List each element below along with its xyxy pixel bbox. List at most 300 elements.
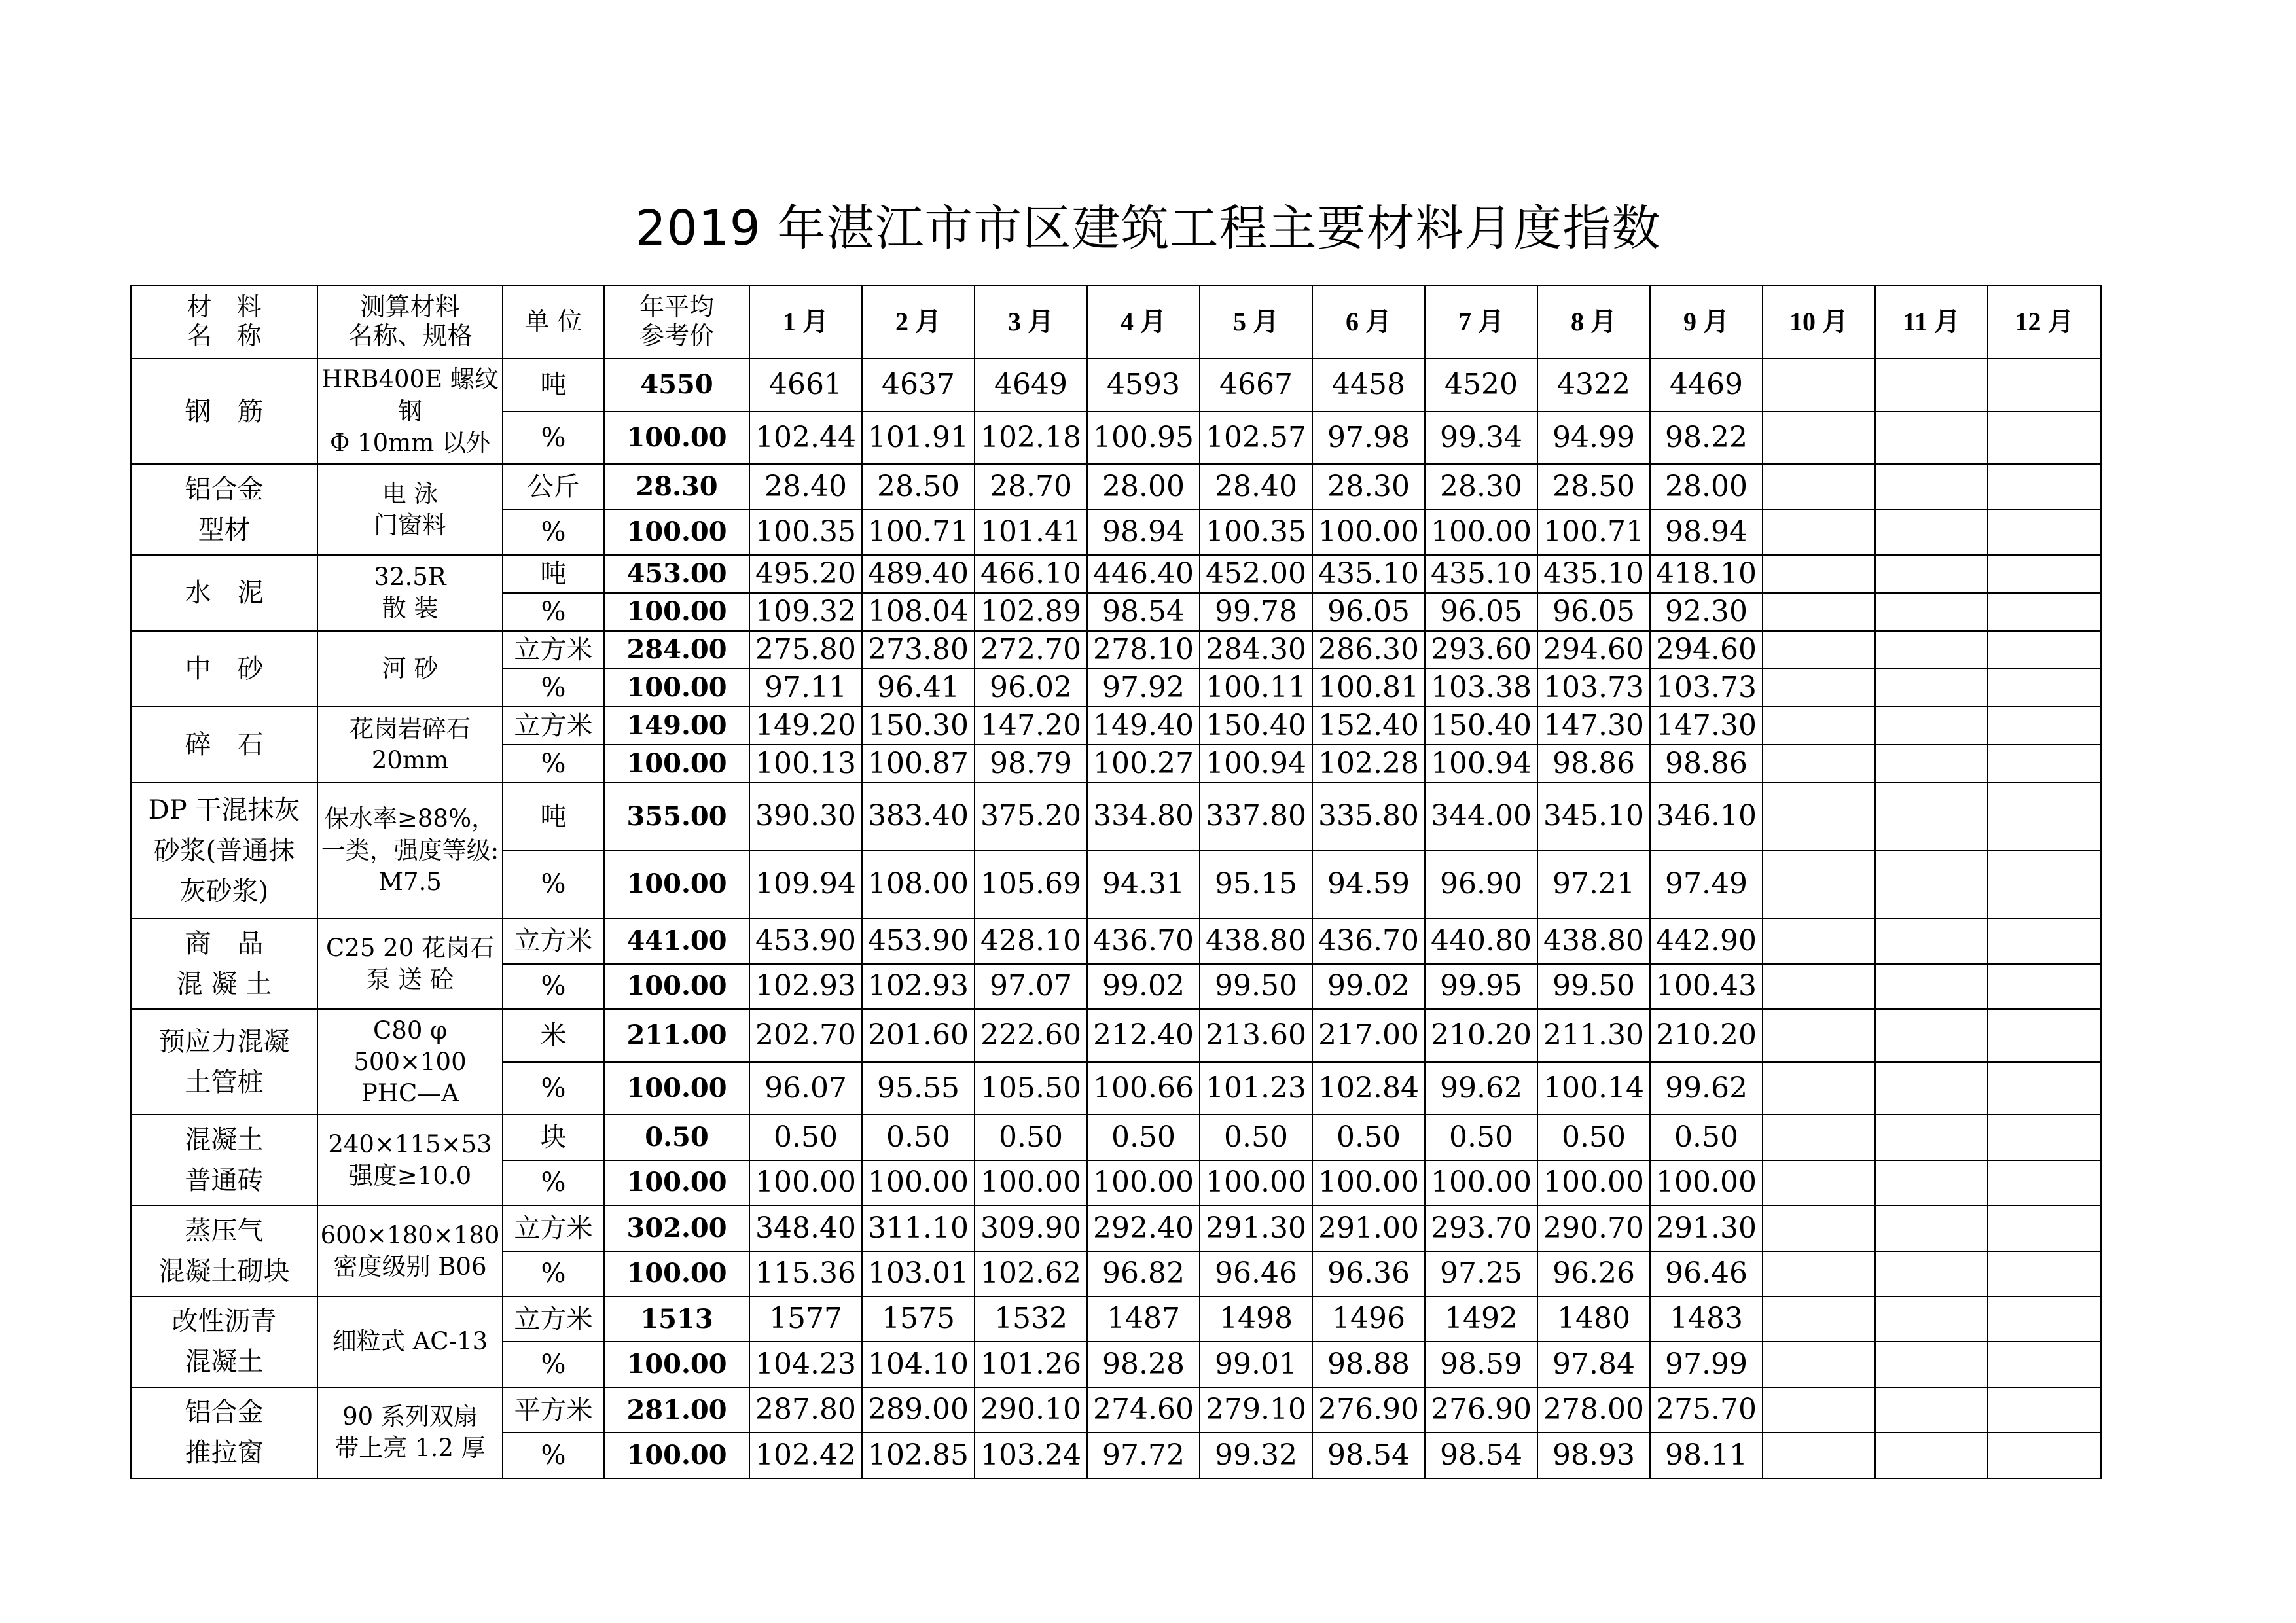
- month-value-cell: [1988, 669, 2101, 707]
- month-value-cell: 94.31: [1087, 851, 1200, 919]
- month-value-cell: 217.00: [1312, 1009, 1425, 1062]
- month-value-cell: 453.90: [749, 918, 862, 963]
- month-value-cell: 28.40: [749, 464, 862, 509]
- month-value-cell: 435.10: [1537, 555, 1650, 593]
- month-value-cell: 435.10: [1425, 555, 1537, 593]
- avg-price-cell: 302.00: [604, 1205, 749, 1251]
- month-value-cell: 98.54: [1425, 1433, 1537, 1478]
- unit-cell: %: [503, 851, 604, 919]
- month-value-cell: [1763, 1251, 1875, 1296]
- unit-cell: %: [503, 1160, 604, 1205]
- month-value-cell: [1875, 1160, 1988, 1205]
- month-value-cell: 438.80: [1537, 918, 1650, 963]
- table-row-price: [131, 1296, 2101, 1342]
- avg-price-cell: 100.00: [604, 593, 749, 631]
- month-value-cell: 346.10: [1650, 783, 1763, 851]
- month-value-cell: 101.23: [1200, 1062, 1312, 1115]
- month-value-cell: 149.40: [1087, 707, 1200, 745]
- month-value-cell: 294.60: [1537, 631, 1650, 669]
- month-value-cell: 104.23: [749, 1342, 862, 1387]
- month-value-cell: 4593: [1087, 359, 1200, 412]
- month-value-cell: [1875, 1205, 1988, 1251]
- month-value-cell: 0.50: [862, 1115, 975, 1160]
- month-value-cell: 440.80: [1425, 918, 1537, 963]
- avg-price-cell: 100.00: [604, 669, 749, 707]
- month-value-cell: 149.20: [749, 707, 862, 745]
- month-value-cell: 213.60: [1200, 1009, 1312, 1062]
- month-value-cell: 1483: [1650, 1296, 1763, 1342]
- month-value-cell: 0.50: [749, 1115, 862, 1160]
- month-value-cell: 147.30: [1650, 707, 1763, 745]
- month-value-cell: [1988, 707, 2101, 745]
- month-value-cell: 292.40: [1087, 1205, 1200, 1251]
- month-value-cell: 103.73: [1650, 669, 1763, 707]
- month-value-cell: 98.94: [1650, 510, 1763, 555]
- month-value-cell: 100.00: [1650, 1160, 1763, 1205]
- month-value-cell: 428.10: [975, 918, 1087, 963]
- unit-cell: %: [503, 1251, 604, 1296]
- month-value-cell: 102.42: [749, 1433, 862, 1478]
- month-value-cell: [1875, 918, 1988, 963]
- month-value-cell: 100.87: [862, 745, 975, 783]
- month-value-cell: [1988, 631, 2101, 669]
- month-value-cell: 98.11: [1650, 1433, 1763, 1478]
- month-value-cell: 4520: [1425, 359, 1537, 412]
- table-row-price: [131, 1205, 2101, 1251]
- month-value-cell: 100.43: [1650, 964, 1763, 1009]
- month-value-cell: 102.44: [749, 412, 862, 465]
- avg-price-cell: 100.00: [604, 412, 749, 465]
- unit-cell: 立方米: [503, 707, 604, 745]
- header-month: 3 月: [975, 285, 1087, 359]
- month-value-cell: 102.84: [1312, 1062, 1425, 1115]
- month-value-cell: 100.00: [1312, 1160, 1425, 1205]
- month-value-cell: 275.70: [1650, 1387, 1763, 1433]
- month-value-cell: 98.59: [1425, 1342, 1537, 1387]
- month-value-cell: 99.01: [1200, 1342, 1312, 1387]
- table-row-price: [131, 783, 2101, 851]
- month-value-cell: 100.35: [1200, 510, 1312, 555]
- material-name: 商 品 混 凝 土: [131, 918, 317, 1009]
- month-value-cell: 291.30: [1200, 1205, 1312, 1251]
- avg-price-cell: 100.00: [604, 1160, 749, 1205]
- material-spec: 240×115×53 强度≥10.0: [317, 1115, 503, 1205]
- month-value-cell: [1875, 1009, 1988, 1062]
- month-value-cell: 294.60: [1650, 631, 1763, 669]
- header-material: 材 料 名 称: [131, 285, 317, 359]
- month-value-cell: 97.84: [1537, 1342, 1650, 1387]
- month-value-cell: [1763, 412, 1875, 465]
- month-value-cell: [1763, 1296, 1875, 1342]
- month-value-cell: 1575: [862, 1296, 975, 1342]
- unit-cell: 立方米: [503, 918, 604, 963]
- month-value-cell: 309.90: [975, 1205, 1087, 1251]
- month-value-cell: 344.00: [1425, 783, 1537, 851]
- month-value-cell: [1875, 510, 1988, 555]
- unit-cell: 立方米: [503, 631, 604, 669]
- unit-cell: %: [503, 510, 604, 555]
- month-value-cell: [1875, 1062, 1988, 1115]
- header-month: 12 月: [1988, 285, 2101, 359]
- month-value-cell: 100.00: [1425, 510, 1537, 555]
- month-value-cell: 100.00: [975, 1160, 1087, 1205]
- month-value-cell: 489.40: [862, 555, 975, 593]
- month-value-cell: [1763, 464, 1875, 509]
- month-value-cell: 291.00: [1312, 1205, 1425, 1251]
- month-value-cell: 100.00: [1087, 1160, 1200, 1205]
- month-value-cell: [1763, 1115, 1875, 1160]
- month-value-cell: 97.92: [1087, 669, 1200, 707]
- month-value-cell: 291.30: [1650, 1205, 1763, 1251]
- unit-cell: 吨: [503, 359, 604, 412]
- month-value-cell: 201.60: [862, 1009, 975, 1062]
- month-value-cell: 98.94: [1087, 510, 1200, 555]
- month-value-cell: 348.40: [749, 1205, 862, 1251]
- month-value-cell: 100.71: [1537, 510, 1650, 555]
- month-value-cell: 96.07: [749, 1062, 862, 1115]
- month-value-cell: 293.60: [1425, 631, 1537, 669]
- avg-price-cell: 0.50: [604, 1115, 749, 1160]
- month-value-cell: 311.10: [862, 1205, 975, 1251]
- month-value-cell: [1988, 1009, 2101, 1062]
- month-value-cell: 345.10: [1537, 783, 1650, 851]
- month-value-cell: 4469: [1650, 359, 1763, 412]
- month-value-cell: 210.20: [1650, 1009, 1763, 1062]
- month-value-cell: [1988, 918, 2101, 963]
- unit-cell: 吨: [503, 555, 604, 593]
- table-row-price: [131, 1115, 2101, 1160]
- month-value-cell: 150.30: [862, 707, 975, 745]
- month-value-cell: [1988, 464, 2101, 509]
- month-value-cell: 1498: [1200, 1296, 1312, 1342]
- month-value-cell: 152.40: [1312, 707, 1425, 745]
- table-row-price: [131, 707, 2101, 745]
- month-value-cell: 1480: [1537, 1296, 1650, 1342]
- month-value-cell: 96.02: [975, 669, 1087, 707]
- header-month: 4 月: [1087, 285, 1200, 359]
- month-value-cell: [1763, 964, 1875, 1009]
- month-value-cell: 150.40: [1425, 707, 1537, 745]
- month-value-cell: [1988, 1205, 2101, 1251]
- month-value-cell: [1875, 412, 1988, 465]
- month-value-cell: [1988, 1296, 2101, 1342]
- month-value-cell: 436.70: [1312, 918, 1425, 963]
- month-value-cell: [1988, 555, 2101, 593]
- header-month: 8 月: [1537, 285, 1650, 359]
- month-value-cell: 150.40: [1200, 707, 1312, 745]
- month-value-cell: [1988, 1342, 2101, 1387]
- month-value-cell: [1875, 964, 1988, 1009]
- month-value-cell: [1763, 1160, 1875, 1205]
- month-value-cell: 1496: [1312, 1296, 1425, 1342]
- material-name: 改性沥青 混凝土: [131, 1296, 317, 1387]
- month-value-cell: 0.50: [1087, 1115, 1200, 1160]
- month-value-cell: [1875, 631, 1988, 669]
- month-value-cell: [1875, 1251, 1988, 1296]
- month-value-cell: 287.80: [749, 1387, 862, 1433]
- month-value-cell: 101.41: [975, 510, 1087, 555]
- month-value-cell: 28.50: [1537, 464, 1650, 509]
- month-value-cell: 4458: [1312, 359, 1425, 412]
- month-value-cell: 103.73: [1537, 669, 1650, 707]
- month-value-cell: 103.01: [862, 1251, 975, 1296]
- avg-price-cell: 4550: [604, 359, 749, 412]
- month-value-cell: 100.27: [1087, 745, 1200, 783]
- material-spec: 河 砂: [317, 631, 503, 707]
- header-month: 1 月: [749, 285, 862, 359]
- material-spec: 90 系列双扇 带上亮 1.2 厚: [317, 1387, 503, 1478]
- month-value-cell: 97.72: [1087, 1433, 1200, 1478]
- month-value-cell: 290.70: [1537, 1205, 1650, 1251]
- avg-price-cell: 355.00: [604, 783, 749, 851]
- month-value-cell: [1875, 851, 1988, 919]
- month-value-cell: 98.88: [1312, 1342, 1425, 1387]
- material-name: 中 砂: [131, 631, 317, 707]
- month-value-cell: 0.50: [1200, 1115, 1312, 1160]
- month-value-cell: 438.80: [1200, 918, 1312, 963]
- month-value-cell: [1988, 851, 2101, 919]
- unit-cell: 平方米: [503, 1387, 604, 1433]
- month-value-cell: 98.54: [1087, 593, 1200, 631]
- month-value-cell: 98.28: [1087, 1342, 1200, 1387]
- month-value-cell: 0.50: [1425, 1115, 1537, 1160]
- material-spec: HRB400E 螺纹钢 Φ 10mm 以外: [317, 359, 503, 464]
- month-value-cell: 100.94: [1200, 745, 1312, 783]
- month-value-cell: 97.99: [1650, 1342, 1763, 1387]
- month-value-cell: 4322: [1537, 359, 1650, 412]
- material-index-table: [130, 285, 2102, 1479]
- month-value-cell: 103.38: [1425, 669, 1537, 707]
- avg-price-cell: 100.00: [604, 964, 749, 1009]
- month-value-cell: 452.00: [1200, 555, 1312, 593]
- month-value-cell: 98.93: [1537, 1433, 1650, 1478]
- table-row-price: [131, 1009, 2101, 1062]
- month-value-cell: 446.40: [1087, 555, 1200, 593]
- avg-price-cell: 100.00: [604, 851, 749, 919]
- month-value-cell: 96.05: [1537, 593, 1650, 631]
- header-month: 5 月: [1200, 285, 1312, 359]
- month-value-cell: 100.13: [749, 745, 862, 783]
- month-value-cell: [1763, 1342, 1875, 1387]
- month-value-cell: [1988, 1387, 2101, 1433]
- month-value-cell: 102.93: [862, 964, 975, 1009]
- month-value-cell: 276.90: [1425, 1387, 1537, 1433]
- month-value-cell: 28.00: [1650, 464, 1763, 509]
- material-spec: C80 φ 500×100 PHC—A: [317, 1009, 503, 1115]
- material-spec: 细粒式 AC-13: [317, 1296, 503, 1387]
- unit-cell: 吨: [503, 783, 604, 851]
- header-unit: 单 位: [503, 285, 604, 359]
- month-value-cell: 96.36: [1312, 1251, 1425, 1296]
- month-value-cell: [1988, 783, 2101, 851]
- material-name: 钢 筋: [131, 359, 317, 464]
- month-value-cell: 100.14: [1537, 1062, 1650, 1115]
- month-value-cell: 293.70: [1425, 1205, 1537, 1251]
- month-value-cell: 418.10: [1650, 555, 1763, 593]
- month-value-cell: [1763, 593, 1875, 631]
- material-name: 水 泥: [131, 555, 317, 631]
- month-value-cell: 115.36: [749, 1251, 862, 1296]
- month-value-cell: 290.10: [975, 1387, 1087, 1433]
- avg-price-cell: 284.00: [604, 631, 749, 669]
- month-value-cell: 28.50: [862, 464, 975, 509]
- month-value-cell: 97.25: [1425, 1251, 1537, 1296]
- header-month: 7 月: [1425, 285, 1537, 359]
- month-value-cell: 211.30: [1537, 1009, 1650, 1062]
- material-name: 铝合金 推拉窗: [131, 1387, 317, 1478]
- month-value-cell: 272.70: [975, 631, 1087, 669]
- header-month: 10 月: [1763, 285, 1875, 359]
- month-value-cell: [1763, 1009, 1875, 1062]
- month-value-cell: 273.80: [862, 631, 975, 669]
- month-value-cell: 99.02: [1312, 964, 1425, 1009]
- month-value-cell: 100.94: [1425, 745, 1537, 783]
- table-row-price: [131, 555, 2101, 593]
- unit-cell: 公斤: [503, 464, 604, 509]
- month-value-cell: 102.89: [975, 593, 1087, 631]
- material-spec: 花岗岩碎石 20mm: [317, 707, 503, 783]
- month-value-cell: 97.07: [975, 964, 1087, 1009]
- month-value-cell: 102.62: [975, 1251, 1087, 1296]
- month-value-cell: 96.26: [1537, 1251, 1650, 1296]
- month-value-cell: 436.70: [1087, 918, 1200, 963]
- unit-cell: 米: [503, 1009, 604, 1062]
- month-value-cell: 100.00: [749, 1160, 862, 1205]
- month-value-cell: 1577: [749, 1296, 862, 1342]
- month-value-cell: 100.00: [1200, 1160, 1312, 1205]
- month-value-cell: [1988, 593, 2101, 631]
- month-value-cell: 210.20: [1425, 1009, 1537, 1062]
- month-value-cell: 0.50: [1537, 1115, 1650, 1160]
- month-value-cell: 274.60: [1087, 1387, 1200, 1433]
- month-value-cell: [1875, 1115, 1988, 1160]
- month-value-cell: [1875, 1342, 1988, 1387]
- month-value-cell: 97.11: [749, 669, 862, 707]
- month-value-cell: 212.40: [1087, 1009, 1200, 1062]
- month-value-cell: 278.00: [1537, 1387, 1650, 1433]
- month-value-cell: [1763, 851, 1875, 919]
- month-value-cell: 375.20: [975, 783, 1087, 851]
- month-value-cell: 104.10: [862, 1342, 975, 1387]
- month-value-cell: 1487: [1087, 1296, 1200, 1342]
- month-value-cell: 99.02: [1087, 964, 1200, 1009]
- month-value-cell: [1875, 1433, 1988, 1478]
- month-value-cell: 99.62: [1425, 1062, 1537, 1115]
- month-value-cell: [1988, 510, 2101, 555]
- month-value-cell: 97.21: [1537, 851, 1650, 919]
- month-value-cell: 1532: [975, 1296, 1087, 1342]
- material-name: 铝合金 型材: [131, 464, 317, 555]
- month-value-cell: 94.59: [1312, 851, 1425, 919]
- month-value-cell: [1763, 631, 1875, 669]
- avg-price-cell: 100.00: [604, 1251, 749, 1296]
- month-value-cell: 4667: [1200, 359, 1312, 412]
- material-name: DP 干混抹灰 砂浆(普通抹 灰砂浆): [131, 783, 317, 918]
- month-value-cell: 337.80: [1200, 783, 1312, 851]
- month-value-cell: 28.70: [975, 464, 1087, 509]
- month-value-cell: 98.79: [975, 745, 1087, 783]
- month-value-cell: 28.30: [1312, 464, 1425, 509]
- month-value-cell: 100.00: [1425, 1160, 1537, 1205]
- month-value-cell: 105.69: [975, 851, 1087, 919]
- avg-price-cell: 149.00: [604, 707, 749, 745]
- month-value-cell: 95.55: [862, 1062, 975, 1115]
- month-value-cell: [1875, 593, 1988, 631]
- avg-price-cell: 281.00: [604, 1387, 749, 1433]
- month-value-cell: 102.85: [862, 1433, 975, 1478]
- unit-cell: %: [503, 1062, 604, 1115]
- month-value-cell: 103.24: [975, 1433, 1087, 1478]
- month-value-cell: 102.28: [1312, 745, 1425, 783]
- month-value-cell: 0.50: [1650, 1115, 1763, 1160]
- month-value-cell: 28.30: [1425, 464, 1537, 509]
- month-value-cell: 101.91: [862, 412, 975, 465]
- month-value-cell: 102.57: [1200, 412, 1312, 465]
- table-row-price: [131, 359, 2101, 412]
- material-spec: 保水率≥88%， 一类，强度等级: M7.5: [317, 783, 503, 918]
- avg-price-cell: 211.00: [604, 1009, 749, 1062]
- avg-price-cell: 100.00: [604, 1062, 749, 1115]
- month-value-cell: 147.20: [975, 707, 1087, 745]
- month-value-cell: [1763, 707, 1875, 745]
- month-value-cell: [1875, 555, 1988, 593]
- month-value-cell: 222.60: [975, 1009, 1087, 1062]
- header-month: 2 月: [862, 285, 975, 359]
- month-value-cell: 96.05: [1425, 593, 1537, 631]
- month-value-cell: 98.86: [1537, 745, 1650, 783]
- month-value-cell: 96.90: [1425, 851, 1537, 919]
- material-spec: C25 20 花岗石 泵 送 砼: [317, 918, 503, 1009]
- month-value-cell: 102.93: [749, 964, 862, 1009]
- month-value-cell: 276.90: [1312, 1387, 1425, 1433]
- header-spec: 测算材料 名称、规格: [317, 285, 503, 359]
- month-value-cell: 335.80: [1312, 783, 1425, 851]
- month-value-cell: [1875, 669, 1988, 707]
- month-value-cell: 98.54: [1312, 1433, 1425, 1478]
- month-value-cell: [1763, 1205, 1875, 1251]
- unit-cell: %: [503, 1433, 604, 1478]
- month-value-cell: [1875, 783, 1988, 851]
- month-value-cell: 99.50: [1200, 964, 1312, 1009]
- month-value-cell: 453.90: [862, 918, 975, 963]
- month-value-cell: 97.49: [1650, 851, 1763, 919]
- avg-price-cell: 1513: [604, 1296, 749, 1342]
- month-value-cell: 99.50: [1537, 964, 1650, 1009]
- unit-cell: %: [503, 412, 604, 465]
- unit-cell: %: [503, 593, 604, 631]
- header-avg: 年平均 参考价: [604, 285, 749, 359]
- table-row-price: [131, 464, 2101, 509]
- month-value-cell: 100.00: [862, 1160, 975, 1205]
- avg-price-cell: 28.30: [604, 464, 749, 509]
- month-value-cell: 99.32: [1200, 1433, 1312, 1478]
- month-value-cell: 98.86: [1650, 745, 1763, 783]
- month-value-cell: 1492: [1425, 1296, 1537, 1342]
- month-value-cell: 383.40: [862, 783, 975, 851]
- month-value-cell: [1988, 359, 2101, 412]
- month-value-cell: [1988, 412, 2101, 465]
- month-value-cell: 28.40: [1200, 464, 1312, 509]
- month-value-cell: 147.30: [1537, 707, 1650, 745]
- month-value-cell: 99.34: [1425, 412, 1537, 465]
- month-value-cell: 0.50: [1312, 1115, 1425, 1160]
- month-value-cell: [1875, 707, 1988, 745]
- month-value-cell: 96.82: [1087, 1251, 1200, 1296]
- month-value-cell: [1763, 1062, 1875, 1115]
- month-value-cell: 4661: [749, 359, 862, 412]
- month-value-cell: [1875, 359, 1988, 412]
- month-value-cell: 100.95: [1087, 412, 1200, 465]
